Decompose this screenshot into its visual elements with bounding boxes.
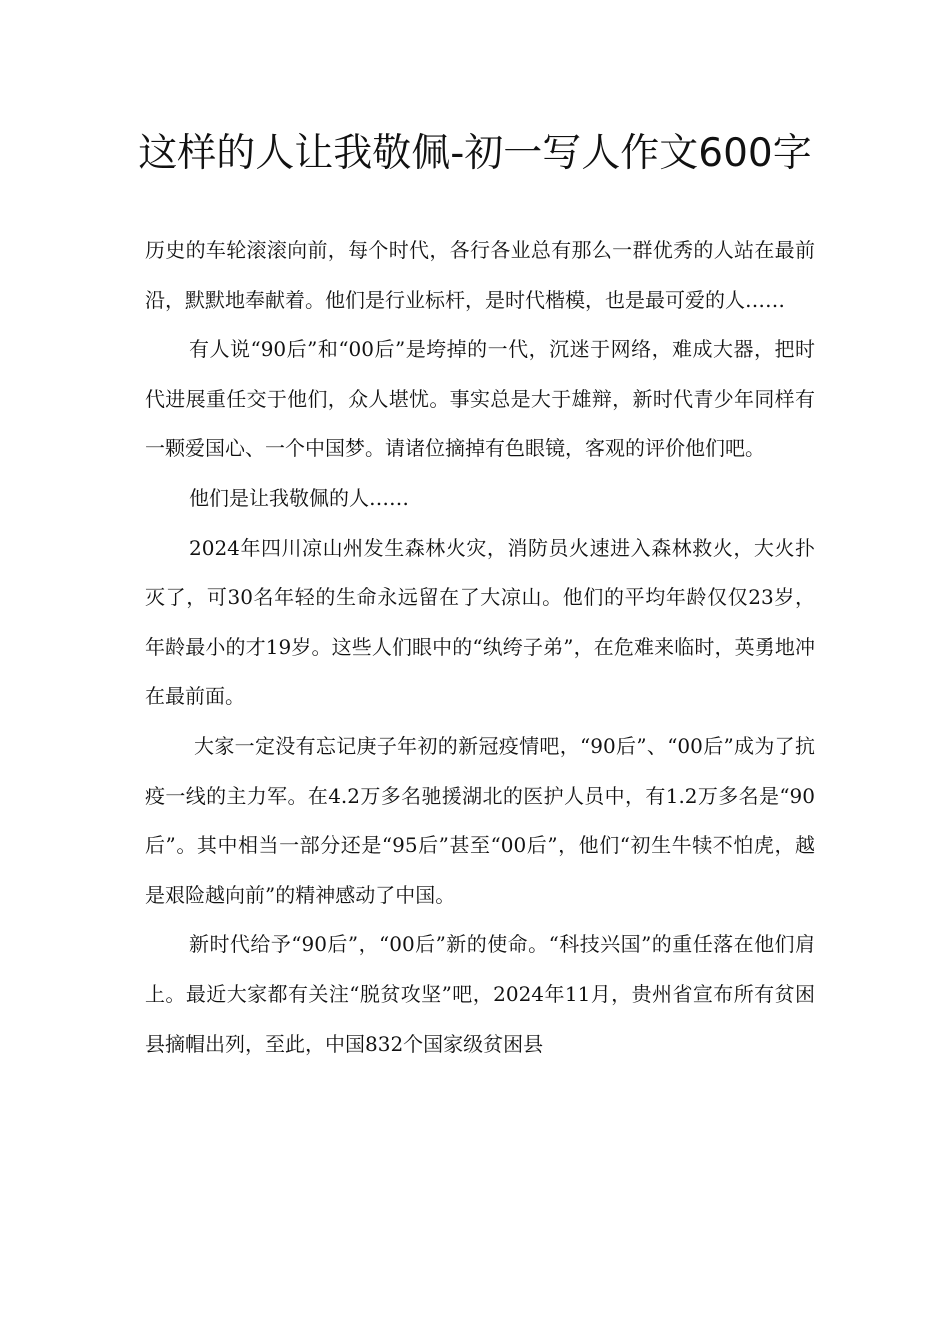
document-body (145, 226, 815, 1069)
paragraph-epidemic: 大家一定没有忘记庚子年初的新冠疫情吧，“90后”、“00后”成为了抗疫一线的主力军。在4.2万多名驰援湖北的医护人员中，有1.2万多名是“90后”。其中相当一部分还是“95后”甚至“00后”，他们“初生牛犊不怕虎，越是艰险越向前”的精神感动了中国。 (145, 733, 815, 907)
paragraph-intro: 历史的车轮滚滚向前，每个时代，各行各业总有那么一群优秀的人站在最前沿，默默地奉献着。他们是行业标杆，是时代楷模，也是最可爱的人…… (145, 238, 815, 312)
paragraph-mission: 新时代给予“90后”，“00后”新的使命。“科技兴国”的重任落在他们肩上。最近大家都有关注“脱贫攻坚”吧，2024年11月，贵州省宣布所有贫困县摘帽出列，至此，中国832个国家级贫困县 (145, 932, 815, 1056)
paragraph-firefighters: 2024年四川凉山州发生森林火灾，消防员火速进入森林救火，大火扑灭了，可30名年轻的生命永远留在了大凉山。他们的平均年龄仅仅23岁，年龄最小的才19岁。这些人们眼中的“纨绔子弟”，在危难来临时，英勇地冲在最前面。 (145, 535, 815, 709)
document-title: 这样的人让我敬佩-初一写人作文600字 (138, 131, 812, 176)
paragraph-generation: 有人说“90后”和“00后”是垮掉的一代，沉迷于网络，难成大器，把时代进展重任交于他们，众人堪忧。事实总是大于雄辩，新时代青少年同样有一颗爱国心、一个中国梦。请诸位摘掉有色眼镜，客观的评价他们吧。 (145, 337, 815, 461)
paragraph-admire: 他们是让我敬佩的人…… (189, 485, 409, 510)
